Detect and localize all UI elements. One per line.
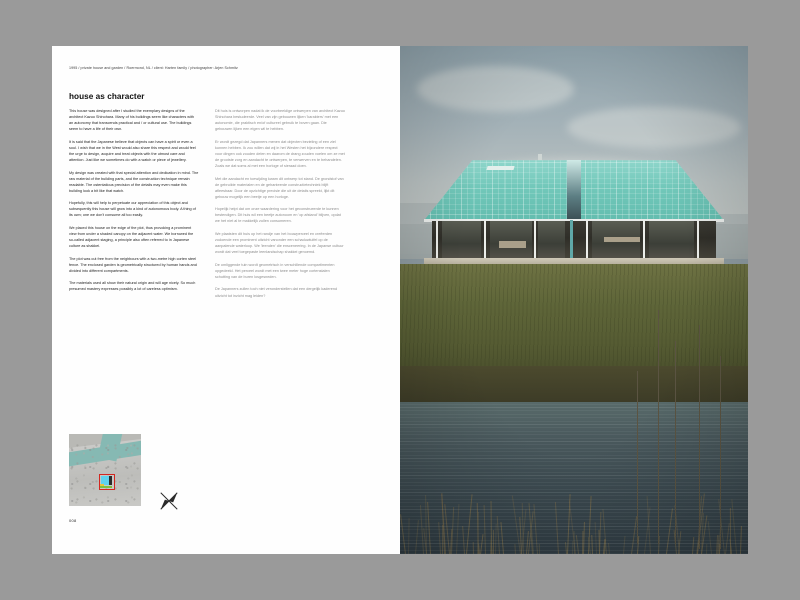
paragraph: My design was created with that special attention and dedication in mind. The raw material of the building parts, and the construction technique remain readable. The ostentatious precision of the details may even make this building look a bit like that watch. xyxy=(69,170,199,193)
architecture-photograph xyxy=(400,46,748,554)
english-text-column xyxy=(69,108,199,305)
site-plan-image xyxy=(69,434,141,506)
credit-line: 1995 / private house and garden / Roermond, NL / client: Harten family / photographer: Arjen Schmitz xyxy=(69,66,238,70)
text-columns xyxy=(69,108,385,305)
right-page xyxy=(400,46,748,554)
paragraph: Hopelijk helpt dat om onze waardering voor het geconstrueerde te kunnen bestendigen. Dit huis wil een beetje autonoom en 'op afstand' blijven, opdat we het niet al te makkelijk zullen consumeren. xyxy=(215,207,341,224)
photo-vignette xyxy=(400,46,748,554)
paragraph: Met die aandacht en toewijding kwam dit ontwerp tot stand. De grondstof van de gebruikte materialen en de gehanteerde constructietechniek blijft afleesbaar. Door de opzichtige precisie die uit de details spreekt, lijkt dit gebouw mogelijk een beetje op een horloge. xyxy=(215,176,344,199)
book-spread xyxy=(52,46,748,554)
paragraph: We placed this house on the edge of the plot, thus provoking a prominent view from under a shaded canopy on the adjacent water. We borrowed the so-called adjacent staging, a principle also often referred to in Japanese culture as shakkei. xyxy=(69,225,194,249)
paragraph: We plaatsten dit huis op het randje van het bouwperceel en creëerden zodoende een prominent uitzicht vanonder een schaduwluifel op de aanpalende waterloop. We 'leenden' die ensceneering. In de Japanse cultuur wordt dat veel toegepaste leenlandschap shakkei genoemd. xyxy=(215,232,344,255)
paragraph: It is said that the Japanese believe that objects can have a spirit or even a soul. I wish that we in the West would also share this respect and would feel the urge to design, acquire and treat objects with the utmost care and attention. Just like we sometimes do with a watch or piece of jewellery. xyxy=(69,139,196,162)
paragraph: Er wordt gezegd dat Japanners menen dat objecten bezieling of een ziel kunnen hebben. Ik zou willen dat wij in het Westen het bijzondere respect voor dingen ook zouden delen en daarom de drang zouden voelen om ze met de grootste zorg en aandacht te ontwerpen, te verwerven en te behandelen. Zoals we dat soms al met een horloge of sieraad doen. xyxy=(215,139,345,168)
page-title: house as character xyxy=(69,92,145,102)
paragraph: De Japanners zullen toch niet veronderstellen dat een dergelijk kaderend uitzicht tot inzicht mag leiden? xyxy=(215,287,338,298)
site-plan-garden xyxy=(100,486,112,488)
page-number: 008 xyxy=(69,518,77,523)
site-plan-building-shadow xyxy=(109,476,113,485)
site-plan-urban-texture xyxy=(69,434,141,506)
paragraph: This house was designed after I studied the exemplary designs of the architect Kazuo Shinohara. Many of his buildings seem like characters with an autonomy that transcends practical and / or cultural use. The buildings seem to have a life of their own. xyxy=(69,109,194,132)
paragraph: Dit huis is ontworpen nadat ik de voorbeeldige ontwerpen van architect Kazuo Shinohara bestudeerde. Veel van zijn gebouwen lijken 'karakters' met een autonomie, die praktisch en/of cultureel gebruik te boven gaan. Die gebouwen lijken een eigen wil te hebben. xyxy=(215,109,346,132)
north-arrow-icon xyxy=(158,490,180,512)
paragraph: The plot was cut free from the neighbours with a two-metre high corten steel fence. The enclosed garden is geometrically structured by human hands and divided into different compartments. xyxy=(69,256,197,273)
paragraph: The materials used all show their natural origin and will age nicely. So much presumed mastery expresses possibly a lot of careless optimism. xyxy=(69,281,196,292)
paragraph: De omliggende tuin wordt geometrisch in verschillende compartimenten opgedeeld. Het perceel wordt met een twee meter hoge cortenstalen schutting van de buren losgesneden. xyxy=(215,262,335,279)
left-page xyxy=(52,46,400,554)
paragraph: Hopefully, this will help to perpetuate our appreciation of this object and subsequently this house will grow into a kind of autonomous body. A thing of its own; one we don't consume all too easily. xyxy=(69,201,196,218)
dutch-text-column xyxy=(215,108,345,305)
